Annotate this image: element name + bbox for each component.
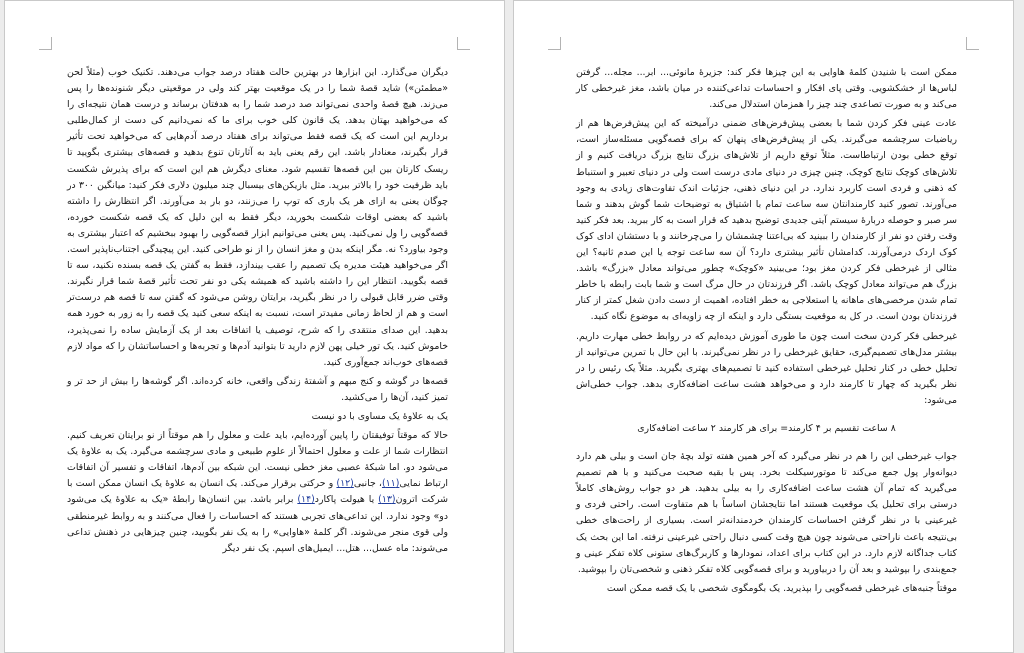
paragraph-with-citations (67, 428, 448, 557)
text-run: برابر باشد. بین انسان‌ها رابطهٔ «یک به علاوهٔ یک می‌شود دو» وجود ندارد. این تداعی‌های تجربی هستند که احساسات را فعال می‌کنند و به روابط غیرمنطقی ولی قوی منجر می‌شوند. اگر کلمهٔ «هاوایی» را به یک نفر بگویید، چنین چیزهایی در ذهنش تداعی می‌شوند: ماه عسل... هتل... ایمیل‌های اسپم. یک نفر دیگر (67, 494, 448, 554)
paragraph: ممکن است با شنیدن کلمهٔ هاوایی به این چیزها فکر کند: جزیرهٔ مانوئی... ابر... مجله... گرفتن لباس‌ها از خشکشویی. وقتی پای افکار و احساسات تداعی‌کننده در میان باشد، مغز غیرخطی کار می‌کند و به صورت تصاعدی چند چیز را همزمان استدلال می‌کند. (576, 67, 957, 111)
page-text-left (67, 65, 448, 560)
crop-mark (39, 37, 52, 50)
citation-link-13[interactable]: (۱۳) (378, 494, 396, 506)
crop-mark (966, 37, 979, 50)
page-text-right (576, 65, 957, 600)
text-run: حالا که موقتاً توفیقتان را پایین آورده‌ایم، باید علت و معلول را هم موقتاً از نو برایتان تعریف کنیم. انتظارات شما از علت و معلول احتمالاً از علوم طبیعی و مادی سرچشمه می‌گیرد. یک به علاوهٔ یک می‌شود دو. اما شبکهٔ عصبی مغز خطی نیست. این شبکه بین آدم‌ها، اتفاقات و تفسیر آن اتفاقات ارتباط نمایی (67, 430, 448, 490)
text-run: و حرکتی برقرار می‌کند. یک انسان به علاوهٔ یک انسان ممکن است با شرکت اترون (67, 478, 448, 506)
paragraph: جواب غیرخطی این را هم در نظر می‌گیرد که آخر همین هفته تولد بچهٔ جان است و بیلی هم دارد دیوانه‌وار پول جمع می‌کند تا موتورسیکلت بخرد. پس با بقیه صحبت می‌کنید و با هم تصمیم می‌گیرید که تمام آن هشت ساعت اضافه‌کاری را به بیلی بدهید. هر دو جواب روش‌های کاملاً درستی برای تحلیل یک موقعیت هستند اما نتایجشان اساساً با هم متفاوت است. راحتی فردی و غیرعینی با در نظر گرفتن احساسات کارمندان خردمندانه‌تر است. بسیاری از راحت‌های خطی بی‌نتیجه باعث ناراحتی می‌شوند چون هیچ وقت کسی دنبال راحتی غیرعینی نرفته. اما این بحث یک کتاب جداگانه لازم دارد. در این کتاب برای اعداد، نمودارها و کاربرگ‌های ستونی کلاه تفکر عینی و جمع‌بندی را بپوشید و بعد آن را دربیاورید و برای قصه‌گویی کلاه تفکر ذهنی و شخصی‌تان را بپوشید. (576, 451, 957, 575)
paragraph: غیرخطی فکر کردن سخت است چون ما طوری آموزش دیده‌ایم که در روابط خطی مهارت داریم. بیشتر مدل‌های تصمیم‌گیری، حقایق غیرخطی را در نظر نمی‌گیرند. با این حال با تمرین می‌توانید از تحلیل خطی در کنار تحلیل غیرخطی استفاده کنید تا تصمیم‌های بهتری بگیرید. مثلاً یک رئیس را در نظر بگیرید که چهار تا کارمند دارد و می‌خواهد هشت ساعت اضافه‌کاری بدهد. جواب خطی‌اش می‌شود: (576, 330, 957, 406)
text-run: یا هیولت پاکارد (314, 494, 379, 506)
section-subheading: یک به علاوهٔ یک مساوی با دو نیست (311, 410, 448, 422)
formula-line: ۸ ساعت تقسیم بر ۴ کارمند= برای هر کارمند ۲ ساعت اضافه‌کاری (637, 422, 896, 434)
document-page-right (513, 0, 1014, 653)
citation-link-12[interactable]: (۱۲) (336, 478, 354, 490)
citation-link-11[interactable]: (۱۱) (381, 478, 400, 490)
document-page-left (4, 0, 505, 653)
text-run: ، جانبی (353, 478, 382, 490)
paragraph: عادت عینی فکر کردن شما با بعضی پیش‌فرض‌های ضمنی درآمیخته که این پیش‌فرض‌ها هم از ریاضیات سرچشمه می‌گیرند. یکی از پیش‌فرض‌های پنهان که برای قصه‌گویی مسئله‌ساز است، توقع خطی بودن ارتباطاست. مثلاً توقع داریم از تلاش‌های بزرگ نتایج بزرگ دریافت کنیم و از تلاش‌های کوچک نتایج کوچک. چنین چیزی در دنیای مادی درست است ولی در دنیای تعبیر و استنباط که ذهنی و فردی است کاربرد ندارد. در این دنیای ذهنی، جزئیات اندک تفاوت‌های زیادی به وجود می‌آورند. تصور کنید کارمندانتان سه ساعت تمام با اشتیاق به توضیحات شما گوش بدهند و شما سر صبر و حوصله دربارهٔ سیستم آیتی جدیدی توضیح بدهید که قرار است به کار ببرید. بعد فکر کنید وقت رفتن دو نفر از کارمندان را ببینید که بی‌اعتنا چشمشان را می‌چرخانند و با دستشان ادای کوک کوک اردک درمی‌آورند. کدامشان تأثیر بیشتری دارد؟ آن سه ساعت توجه یا این صدم ثانیه؟ این مثالی از غیرخطی فکر کردن مغز بود؛ می‌بینید «کوچک» چطور می‌تواند معادل «بزرگ» باشد. بزرگ هم می‌تواند معادل کوچک باشد. اگر فرزندتان در حال مرگ است و شما بابت رابطه با خاطر تمام شدن مرخصی‌های ماهانه یا استعلاجی به خطر افتاده، اهمیت از دست دادن شغل کمتر از کنار فرزندتان بودن است. در کل به موقعیت بستگی دارد و اینکه از چه زاویه‌ای به موضوع نگاه کنید. (576, 118, 957, 323)
crop-mark (457, 37, 470, 50)
paragraph: موقتاً جنبه‌های غیرخطی قصه‌گویی را بپذیرید. یک بگومگوی شخصی با یک قصه ممکن است (606, 582, 957, 594)
paragraph: قصه‌ها در گوشه و کنج مبهم و آشفتهٔ زندگی واقعی، خانه کرده‌اند. اگر گوشه‌ها را بیش از حد تر و تمیز کنید، آن‌ها را می‌کشید. (67, 375, 448, 403)
crop-mark (548, 37, 561, 50)
citation-link-14[interactable]: (۱۴) (297, 494, 315, 506)
paragraph: دیگران می‌گذارد. این ابزارها در بهترین حالت هفتاد درصد جواب می‌دهند. تکنیک خوب (مثلاً لحن «مطمئن») شاید قصهٔ شما را در یک موقعیت بهتر کند ولی در موقعیتی دیگر شنونده‌ها را پس می‌زند. هیچ قصهٔ واحدی نمی‌تواند صد درصد شما را به هدفتان برساند و درست همان نتیجه‌ای را که می‌خواهید بهتان بدهد. یک قانون کلی خوب برای ما که نمی‌دانیم کی دست از کمال‌طلبی برداریم این است که یک قصه فقط می‌تواند برای هفتاد درصد آدم‌هایی که می‌خواهید تحت تأثیر قرار بگیرند، معنادار باشد. این رقم یعنی باید به آثارتان تنوع بدهید و قصه‌های بیشتری بگویید تا ریسک کارتان بین این قصه‌ها تقسیم شود. معنای دیگرش هم این است که برای پذیرش شکست باید ظرفیت خود را بالاتر ببرید. مثل بازیکن‌های بیسبال چند میلیون دلاری فکر کنید: میانگین ۳۰۰ در چوگان یعنی به ازای هر یک باری که توپ را می‌زنند، دو بار بد می‌آورند. اگر انتظارش را داشته باشید که بعضی اوقات شکست بخورید، دیگر فقط به این دلیل که یک قصه شکست خورده، قصه‌گویی را ول نمی‌کنید. پس یعنی می‌توانیم ابزار قصه‌گویی را بهبود ببخشیم که اعتبار بیشتری به وجود بیاورد؟ نه. مگر اینکه بدن و مغز انسان را از نو طراحی کنید. این پیچیدگی اجتناب‌ناپذیر است. اگر می‌خواهید هیئت مدیره یک تصمیم را عقب بیندازد، فقط به گفتن یک قصه بسنده نکنید، سه تا قصه بگویید. انتظار این را داشته باشید که همیشه یکی دو نفر تحت تأثیر قصهٔ شما قرار نگیرند. وقتی ضرر قابل قبولی را در نظر بگیرید، برایتان روشن می‌شود که گفتن سه تا قصه هم درست‌تر است و هم از لحاظ زمانی مفیدتر است، نسبت به اینکه سعی کنید یک قصه را به زور به خورد همه بدهید. این صدای منتقدی را که شرح، توصیف یا اتفاقات بعد از یک آزمایش ساده را نمی‌پذیرد، خاموش کنید. یک تور خیلی پهن لازم دارید تا بتوانید آدم‌ها و تجربه‌ها و احساساتشان را که مواد لازم قصه‌های خوب‌اند جمع‌آوری کنید. (67, 67, 448, 368)
